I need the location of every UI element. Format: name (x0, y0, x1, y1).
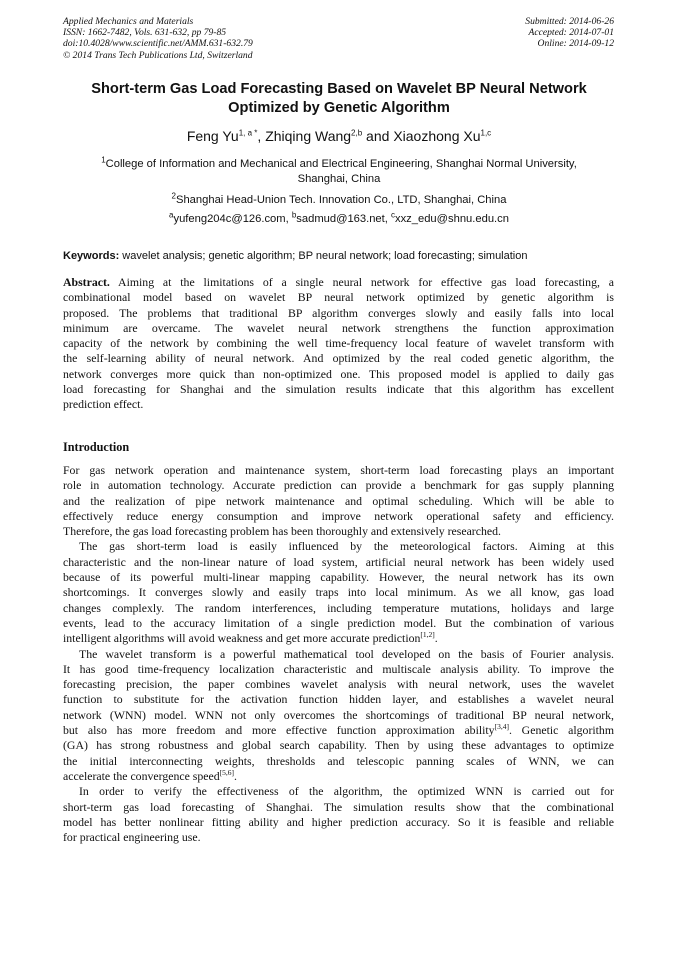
citation-link[interactable]: [3,4] (494, 722, 509, 732)
intro-line: function to substitute for the activation function hidden layer, and establishes a wavelet neural (63, 692, 614, 707)
keywords-label: Keywords: (63, 250, 120, 262)
abstract-label: Abstract. (63, 275, 110, 289)
intro-line (63, 723, 614, 738)
author-list (40, 128, 638, 144)
intro-line: characteristic and the non-linear nature of load system, artificial neural network has been widely used (63, 554, 614, 569)
email-sup: b (291, 210, 297, 220)
doi-line[interactable]: doi:10.4028/www.scientific.net/AMM.631-632.79 (63, 38, 253, 50)
affiliation-1 (50, 157, 628, 187)
author-2: Zhiqing Wang (265, 128, 352, 144)
email-sup: a (169, 210, 174, 220)
intro-line: The wavelet transform is a powerful mathematical tool developed on the basis of Fourier analysis. (79, 646, 614, 661)
abstract (63, 275, 614, 413)
keywords (63, 250, 623, 262)
abstract-line: network converges more quick than non-optimized one. This proposed model is applied to daily gas (63, 366, 614, 381)
title-line-2: Optimized by Genetic Algorithm (228, 100, 450, 116)
abstract-line: combinational model based on wavelet BP neural network optimized by genetic algorithm is (63, 290, 614, 305)
author-emails (50, 210, 628, 225)
intro-line: network (WNN) model. WNN not only overcomes the shortcomings of traditional BP neural network, (63, 707, 614, 722)
intro-line: Therefore, the gas load forecasting problem has been thoroughly and extensively researched. (63, 524, 501, 539)
email-sup: c (390, 210, 395, 220)
intro-text: . Genetic algorithm (508, 723, 615, 738)
intro-line: forecasting precision, the paper combines wavelet analysis with neural network, uses the wavelet (63, 677, 614, 692)
issn-line: ISSN: 1662-7482, Vols. 631-632, pp 79-85 (63, 27, 227, 39)
email-b[interactable]: sadmud@163.net, (296, 213, 391, 225)
intro-line: For gas network operation and maintenance system, short-term load forecasting plays an important (63, 463, 614, 477)
copyright-line: © 2014 Trans Tech Publications Ltd, Switzerland (63, 49, 253, 61)
author-3: Xiaozhong Xu (393, 128, 481, 144)
intro-text: . (234, 768, 237, 783)
online-date: Online: 2014-09-12 (537, 38, 614, 50)
intro-line (63, 769, 614, 784)
intro-text: but also has more freedom and more effective function approximation ability (63, 723, 495, 738)
author-3-sup: 1,c (480, 128, 492, 138)
affiliation-1-sup: 1 (101, 155, 106, 165)
intro-line: and the realization of pipe network maintenance and optimal scheduling. Which will be able to (63, 493, 614, 508)
affiliation-1-line-2: Shanghai, China (297, 173, 381, 185)
intro-line: changes complexly. The random interferences, including temperature mutations, holidays and large (63, 600, 614, 615)
introduction-body (63, 463, 614, 845)
intro-line (63, 631, 614, 646)
intro-line: In order to verify the effectiveness of the algorithm, the optimized WNN is carried out for (79, 784, 614, 799)
author-1-sup: 1, a * (238, 128, 258, 138)
email-c[interactable]: xxz_edu@shnu.edu.cn (394, 213, 509, 225)
journal-header (63, 16, 253, 61)
author-2-sup: 2,b (351, 128, 363, 138)
intro-line: because of its powerful multi-linear mapping capability. However, the neural network has its own (63, 570, 614, 585)
abstract-line: load forecasting for Shanghai and the simulation results indicate that this algorithm has excellent (63, 382, 614, 397)
abstract-line: proposed. The problems that traditional BP algorithm converges slowly and easily falls into local (63, 305, 614, 320)
intro-line: It has good time-frequency localization characteristic and multiscale analysis ability. To improve the (63, 661, 614, 676)
submitted-date: Submitted: 2014-06-26 (525, 16, 614, 27)
journal-name: Applied Mechanics and Materials (63, 16, 194, 27)
intro-text: . (434, 631, 438, 646)
author-sep: , (257, 128, 266, 144)
intro-line: (GA) has strong robustness and global search capability. Then by using these advantages to optimize (63, 738, 614, 753)
abstract-line (63, 275, 614, 290)
intro-line: shortcomings. It converges slowly and easily traps into local minimum. As we all know, gas load (63, 585, 614, 600)
abstract-line: the self-learning ability of neural network. And optimized by the real coded genetic algorithm, the (63, 351, 614, 366)
keywords-text: wavelet analysis; genetic algorithm; BP neural network; load forecasting; simulation (119, 250, 528, 262)
intro-line: model has better nonlinear fitting ability and higher prediction accuracy. So it is feasible and reliable (63, 814, 614, 829)
intro-line: role in automation technology. Accurate prediction can provide a benchmark for gas supply planning (63, 478, 614, 493)
abstract-line: capacity of the network by combining the well time-frequency local feature of wavelet transform with (63, 336, 614, 351)
affiliation-1-line-1: College of Information and Mechanical and Electrical Engineering, Shanghai Normal University, (105, 158, 577, 170)
affiliation-2-text: Shanghai Head-Union Tech. Innovation Co., LTD, Shanghai, China (176, 194, 507, 206)
intro-line: short-term gas load forecasting of Shanghai. The simulation results show that the combinational (63, 799, 614, 814)
citation-link[interactable]: [1,2] (420, 630, 435, 640)
intro-text: accelerate the convergence speed (63, 768, 220, 783)
affiliation-2-sup: 2 (171, 191, 176, 201)
citation-link[interactable]: [5,6] (219, 768, 235, 778)
paper-title (50, 80, 628, 118)
author-sep: and (362, 128, 394, 144)
intro-line: for practical engineering use. (63, 830, 201, 845)
intro-line: effectively reduce energy consumption and improve network operational safety and efficiency. (63, 508, 614, 523)
author-1: Feng Yu (186, 128, 239, 144)
intro-text: intelligent algorithms will avoid weakness and get more accurate prediction (63, 631, 421, 646)
dates-header (525, 16, 614, 50)
accepted-date: Accepted: 2014-07-01 (528, 27, 614, 39)
affiliation-2 (50, 193, 628, 208)
abstract-line: minimum are overcame. The wavelet neural network strengthens the function approximation (63, 320, 614, 335)
section-heading-introduction: Introduction (63, 440, 130, 454)
intro-line: The gas short-term load is easily influenced by the meteorological factors. Aiming at this (79, 539, 614, 554)
intro-line: events, lead to the accuracy limitation of a single prediction model. But the combination of various (63, 615, 614, 630)
intro-line: the initial interconnecting weights, thresholds and telescopic panning scales of WNN, we can (63, 753, 614, 768)
email-a[interactable]: yufeng204c@126.com, (173, 213, 292, 225)
title-line-1: Short-term Gas Load Forecasting Based on Wavelet BP Neural Network (91, 81, 587, 97)
abstract-line: prediction effect. (63, 397, 144, 412)
abstract-text: Aiming at the limitations of a single neural network for effective gas load forecasting, a (109, 275, 614, 289)
